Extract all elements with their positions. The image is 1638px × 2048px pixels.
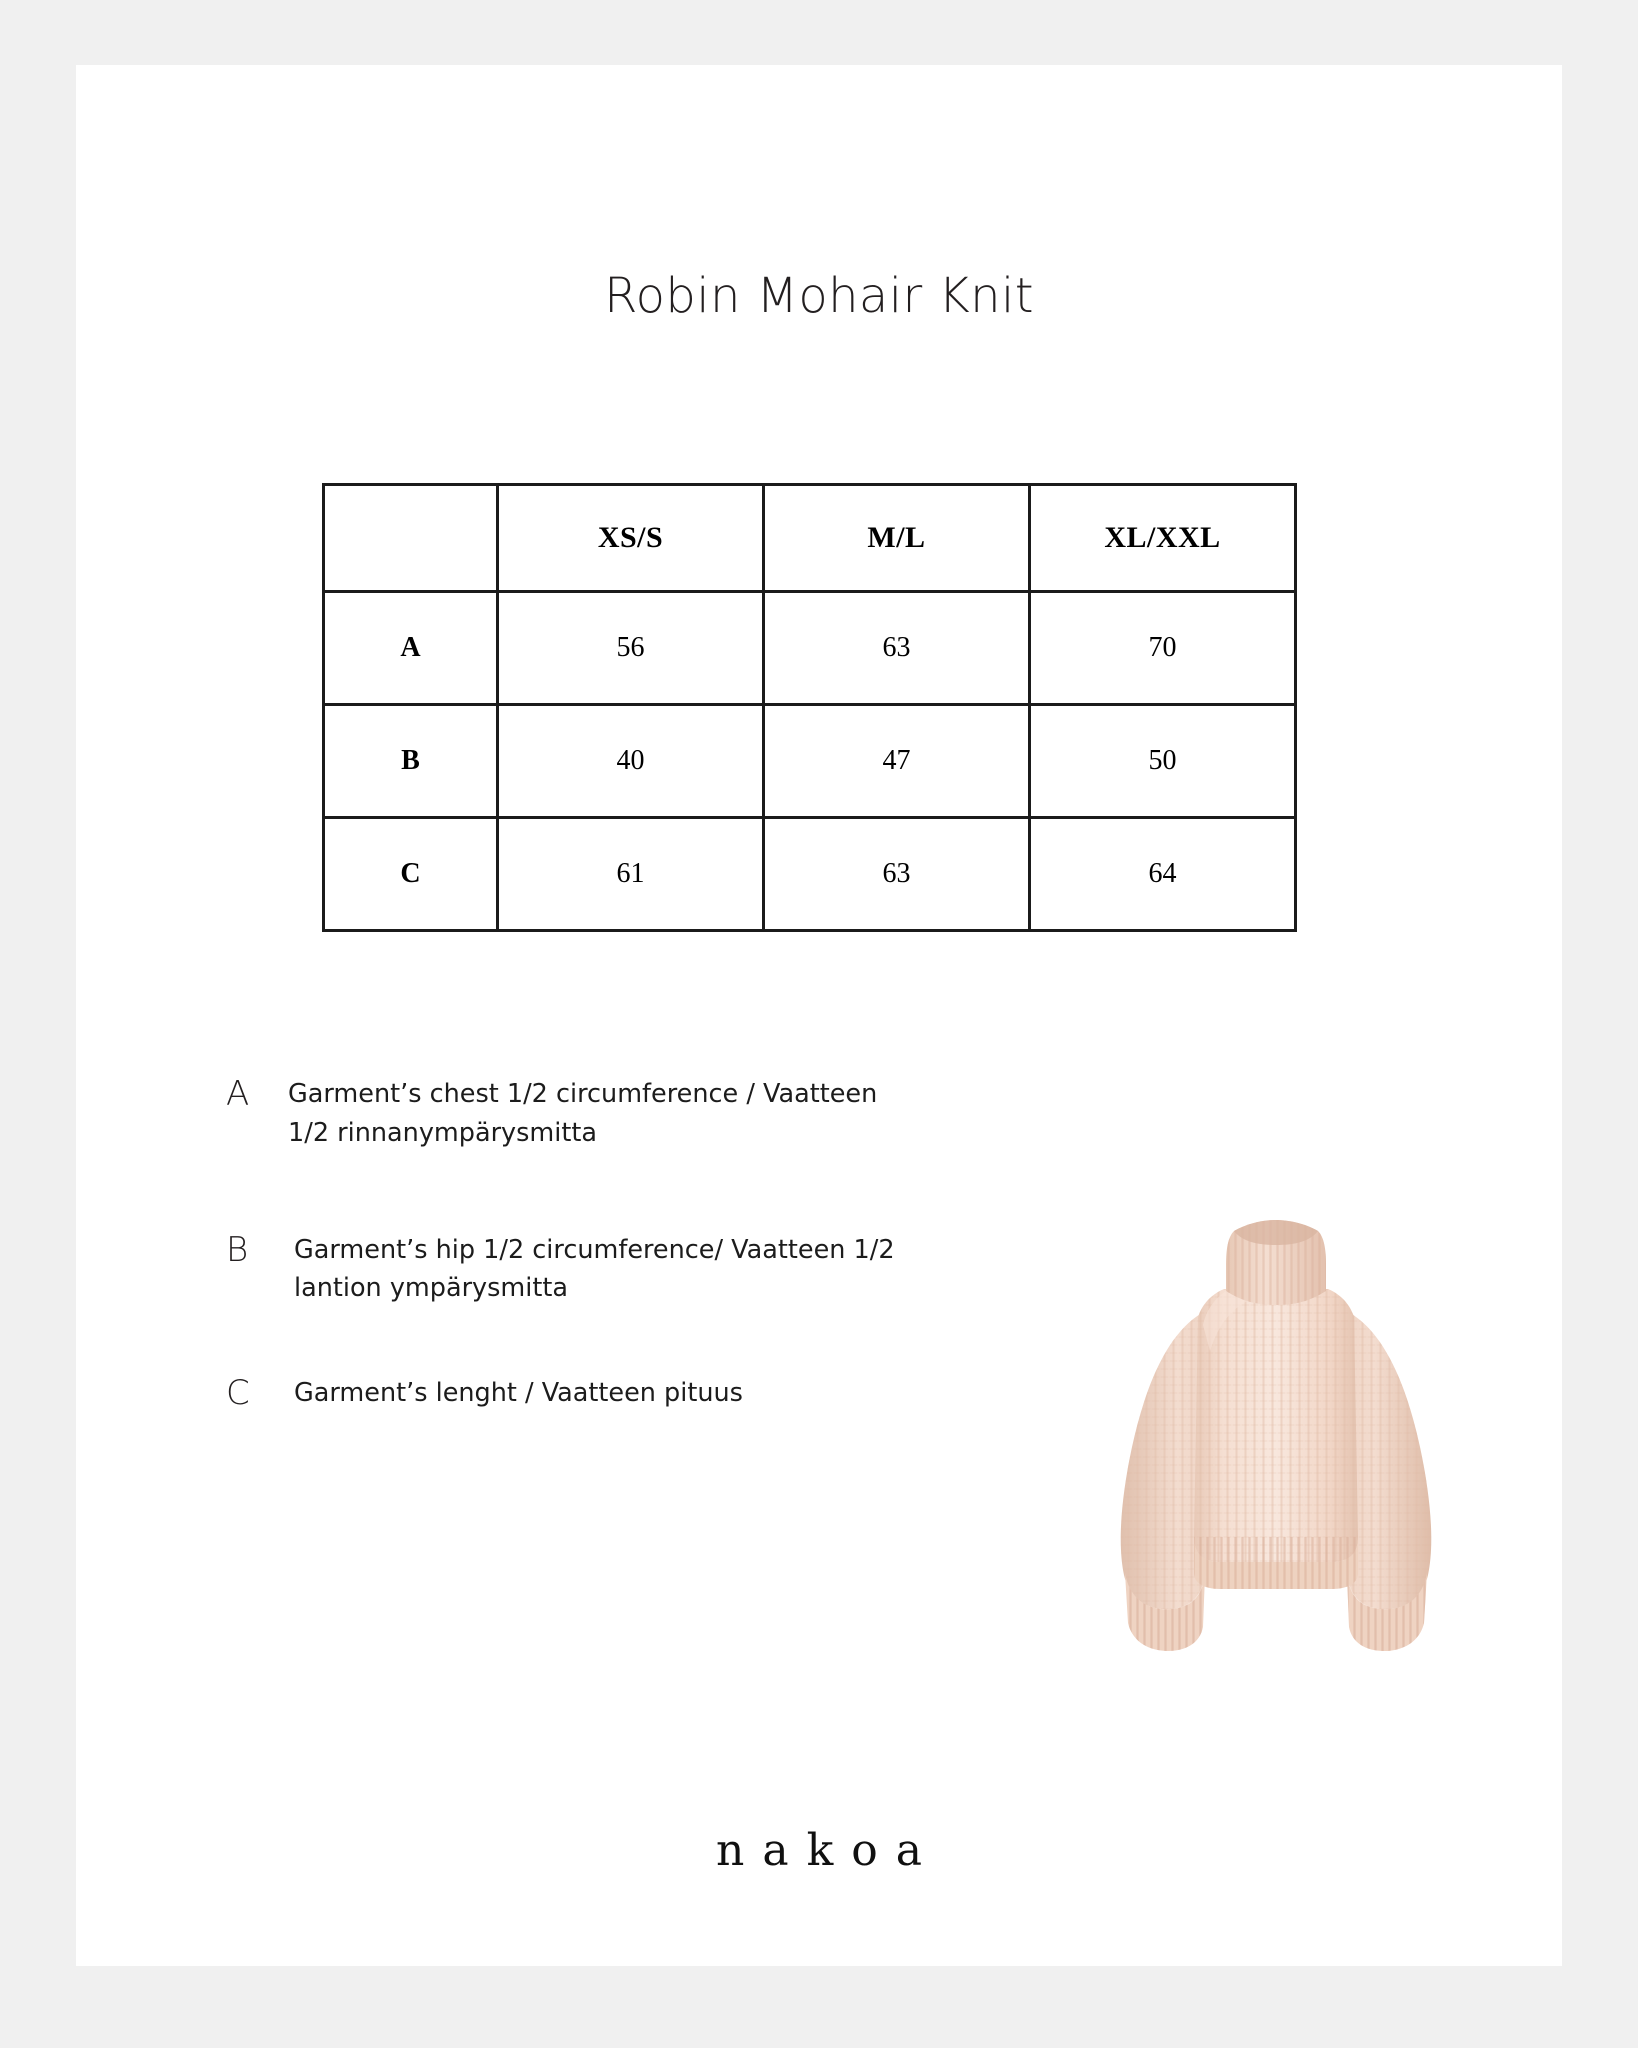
- legend-letter-a: A: [226, 1074, 250, 1114]
- table-row: [324, 705, 1296, 818]
- size-measurements-table: [322, 483, 1297, 932]
- row-label-a: A: [324, 592, 498, 705]
- legend-item-c: [226, 1374, 926, 1413]
- brand-logo: nakoa: [716, 1825, 940, 1876]
- size-chart-page: [76, 65, 1562, 1966]
- legend-letter-c: C: [226, 1373, 250, 1413]
- cell-b-xl-xxl: 50: [1030, 705, 1296, 818]
- cell-c-m-l: 63: [764, 818, 1030, 931]
- row-label-c: C: [324, 818, 498, 931]
- row-label-b: B: [324, 705, 498, 818]
- cell-a-m-l: 63: [764, 592, 1030, 705]
- legend-text-c: Garment’s lenght / Vaatteen pituus: [294, 1378, 743, 1408]
- cell-c-xs-s: 61: [498, 818, 764, 931]
- table-row: [324, 818, 1296, 931]
- cell-b-m-l: 47: [764, 705, 1030, 818]
- column-header-m-l: M/L: [764, 485, 1030, 592]
- legend-text-b: Garment’s hip 1/2 circumference/ Vaatteen 1/2 lantion ympärysmitta: [294, 1234, 895, 1304]
- legend-item-a: [226, 1075, 926, 1153]
- legend-text-a: Garment’s chest 1/2 circumference / Vaatteen 1/2 rinnanympärysmitta: [288, 1079, 878, 1148]
- table-header-row: [324, 485, 1296, 592]
- measurement-legend: [226, 1075, 926, 1413]
- legend-item-b: [226, 1231, 926, 1309]
- cell-b-xs-s: 40: [498, 705, 764, 818]
- legend-letter-b: B: [226, 1229, 249, 1270]
- page-title: Robin Mohair Knit: [604, 268, 1034, 324]
- cell-c-xl-xxl: 64: [1030, 818, 1296, 931]
- table-corner-cell: [324, 485, 498, 592]
- table-row: [324, 592, 1296, 705]
- cell-a-xl-xxl: 70: [1030, 592, 1296, 705]
- mohair-turtleneck-sweater-image: [1106, 1165, 1446, 1665]
- cell-a-xs-s: 56: [498, 592, 764, 705]
- column-header-xl-xxl: XL/XXL: [1030, 485, 1296, 592]
- column-header-xs-s: XS/S: [498, 485, 764, 592]
